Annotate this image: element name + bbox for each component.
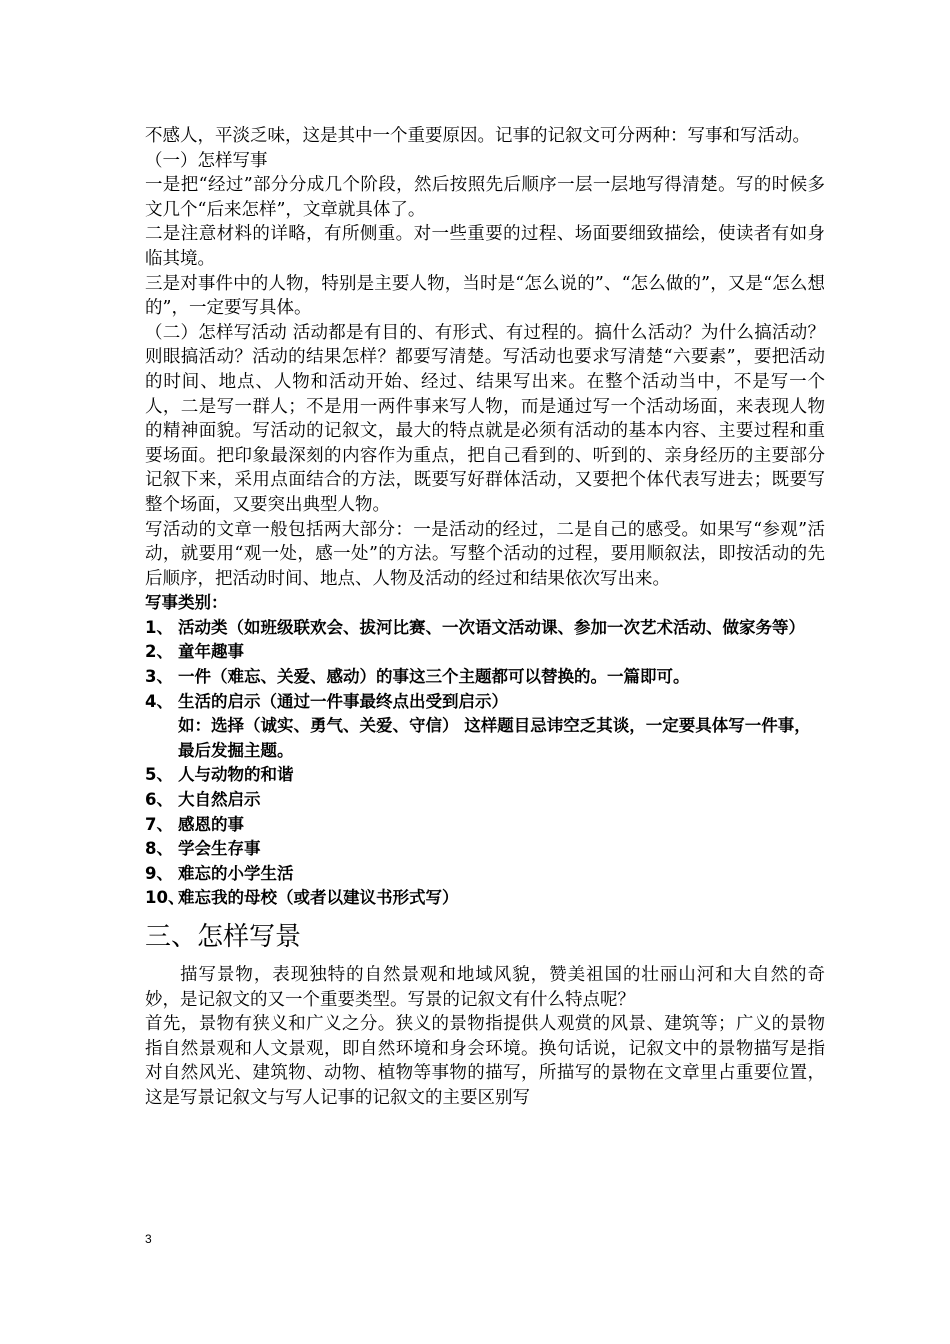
list-item-text: 感恩的事 (178, 814, 244, 834)
list-item (145, 813, 825, 838)
section-heading: 三、怎样写景 (145, 922, 302, 952)
list-item-text: 活动类（如班级联欢会、拔河比赛、一次语文活动课、参加一次艺术活动、做家务等） (178, 617, 805, 637)
list-item-text: 难忘的小学生活 (178, 863, 294, 883)
list-item (145, 640, 825, 665)
paragraph: 一是把“经过”部分分成几个阶段，然后按照先后顺序一层一层地写得清楚。写的时候多文几个“后来怎样”，文章就具体了。 (145, 175, 825, 220)
page-number: 3 (145, 1232, 152, 1246)
paragraph: 不感人，平淡乏味，这是其中一个重要原因。记事的记叙文可分两种：写事和写活动。 (145, 126, 810, 146)
list-item-number: 8、 (145, 839, 173, 859)
list-item-text: 生活的启示（通过一件事最终点出受到启示） (178, 691, 508, 711)
list-item-number: 2、 (145, 642, 173, 662)
list-item-number: 7、 (145, 814, 173, 834)
list-item-text: 人与动物的和谐 (178, 765, 294, 785)
list-item-note: 如：选择（诚实、勇气、关爱、守信） 这样题目忌讳空乏其谈，一定要具体写一件事，最后发掘主题。 (178, 716, 811, 760)
categories-title: 写事类别： (145, 593, 228, 613)
subsection-title: （一）怎样写事 (145, 150, 268, 171)
paragraph: 写活动的文章一般包括两大部分：一是活动的经过，二是自己的感受。如果写“参观”活动，就要用“观一处，感一处”的方法。写整个活动的过程，要用顺叙法，即按活动的先后顺序，把活动时间、地点、人物及活动的经过和结果依次写出来。 (145, 519, 825, 589)
list-item (145, 886, 825, 911)
list-item (145, 690, 825, 715)
list-item-number: 5、 (145, 765, 173, 785)
paragraph: 描写景物，表现独特的自然景观和地域风貌，赞美祖国的壮丽山河和大自然的奇妙，是记叙文的又一个重要类型。写景的记叙文有什么特点呢？ (145, 965, 825, 1010)
paragraph: 二是注意材料的详略，有所侧重。对一些重要的过程、场面要细致描绘，使读者有如身临其境。 (145, 224, 825, 269)
page-content (145, 124, 825, 1111)
list-item (145, 862, 825, 887)
list-item (145, 763, 825, 788)
list-item-number: 9、 (145, 863, 173, 883)
list-item-text: 学会生存事 (178, 839, 261, 859)
paragraph: （二）怎样写活动 活动都是有目的、有形式、有过程的。搞什么活动？为什么搞活动？则眼搞活动？活动的结果怎样？都要写清楚。写活动也要求写清楚“六要素”，要把活动的时间、地点、人物和活动开始、经过、结果写出来。在整个活动当中，不是写一个人，二是写一群人；不是用一两件事来写人物，而是通过写一个活动场面，来表现人物的精神面貌。写活动的记叙文，最大的特点就是必须有活动的基本内容、主要过程和重要场面。把印象最深刻的内容作为重点，把自己看到的、听到的、亲身经历的主要部分记叙下来，采用点面结合的方法，既要写好群体活动，又要把个体代表写进去；既要写整个场面，又要突出典型人物。 (145, 322, 825, 515)
category-list-continued (145, 763, 825, 911)
list-item (145, 788, 825, 813)
list-item-number: 10、 (145, 888, 185, 908)
list-item-number: 4、 (145, 691, 173, 711)
list-item-number: 3、 (145, 667, 173, 687)
list-item-text: 大自然启示 (178, 790, 261, 810)
paragraph: 首先，景物有狭义和广义之分。狭义的景物指提供人观赏的风景、建筑等；广义的景物指自然景观和人文景观，即自然环境和身会环境。换句话说，记叙文中的景物描写是指对自然风光、建筑物、动物、植物等事物的描写，所描写的景物在文章里占重要位置，这是写景记叙文与写人记事的记叙文的主要区别写 (145, 1014, 825, 1108)
list-item-number: 1、 (145, 617, 173, 637)
list-item (145, 665, 825, 690)
list-item-text: 难忘我的母校（或者以建议书形式写） (178, 888, 459, 908)
list-item-number: 6、 (145, 790, 173, 810)
list-item-text: 一件（难忘、关爱、感动）的事这三个主题都可以替换的。一篇即可。 (178, 667, 690, 687)
list-item (145, 837, 825, 862)
list-item-text: 童年趣事 (178, 642, 244, 662)
category-list (145, 616, 825, 714)
paragraph: 三是对事件中的人物，特别是主要人物，当时是“怎么说的”、“怎么做的”，又是“怎么想的”，一定要写具体。 (145, 273, 825, 319)
list-item (145, 616, 825, 641)
